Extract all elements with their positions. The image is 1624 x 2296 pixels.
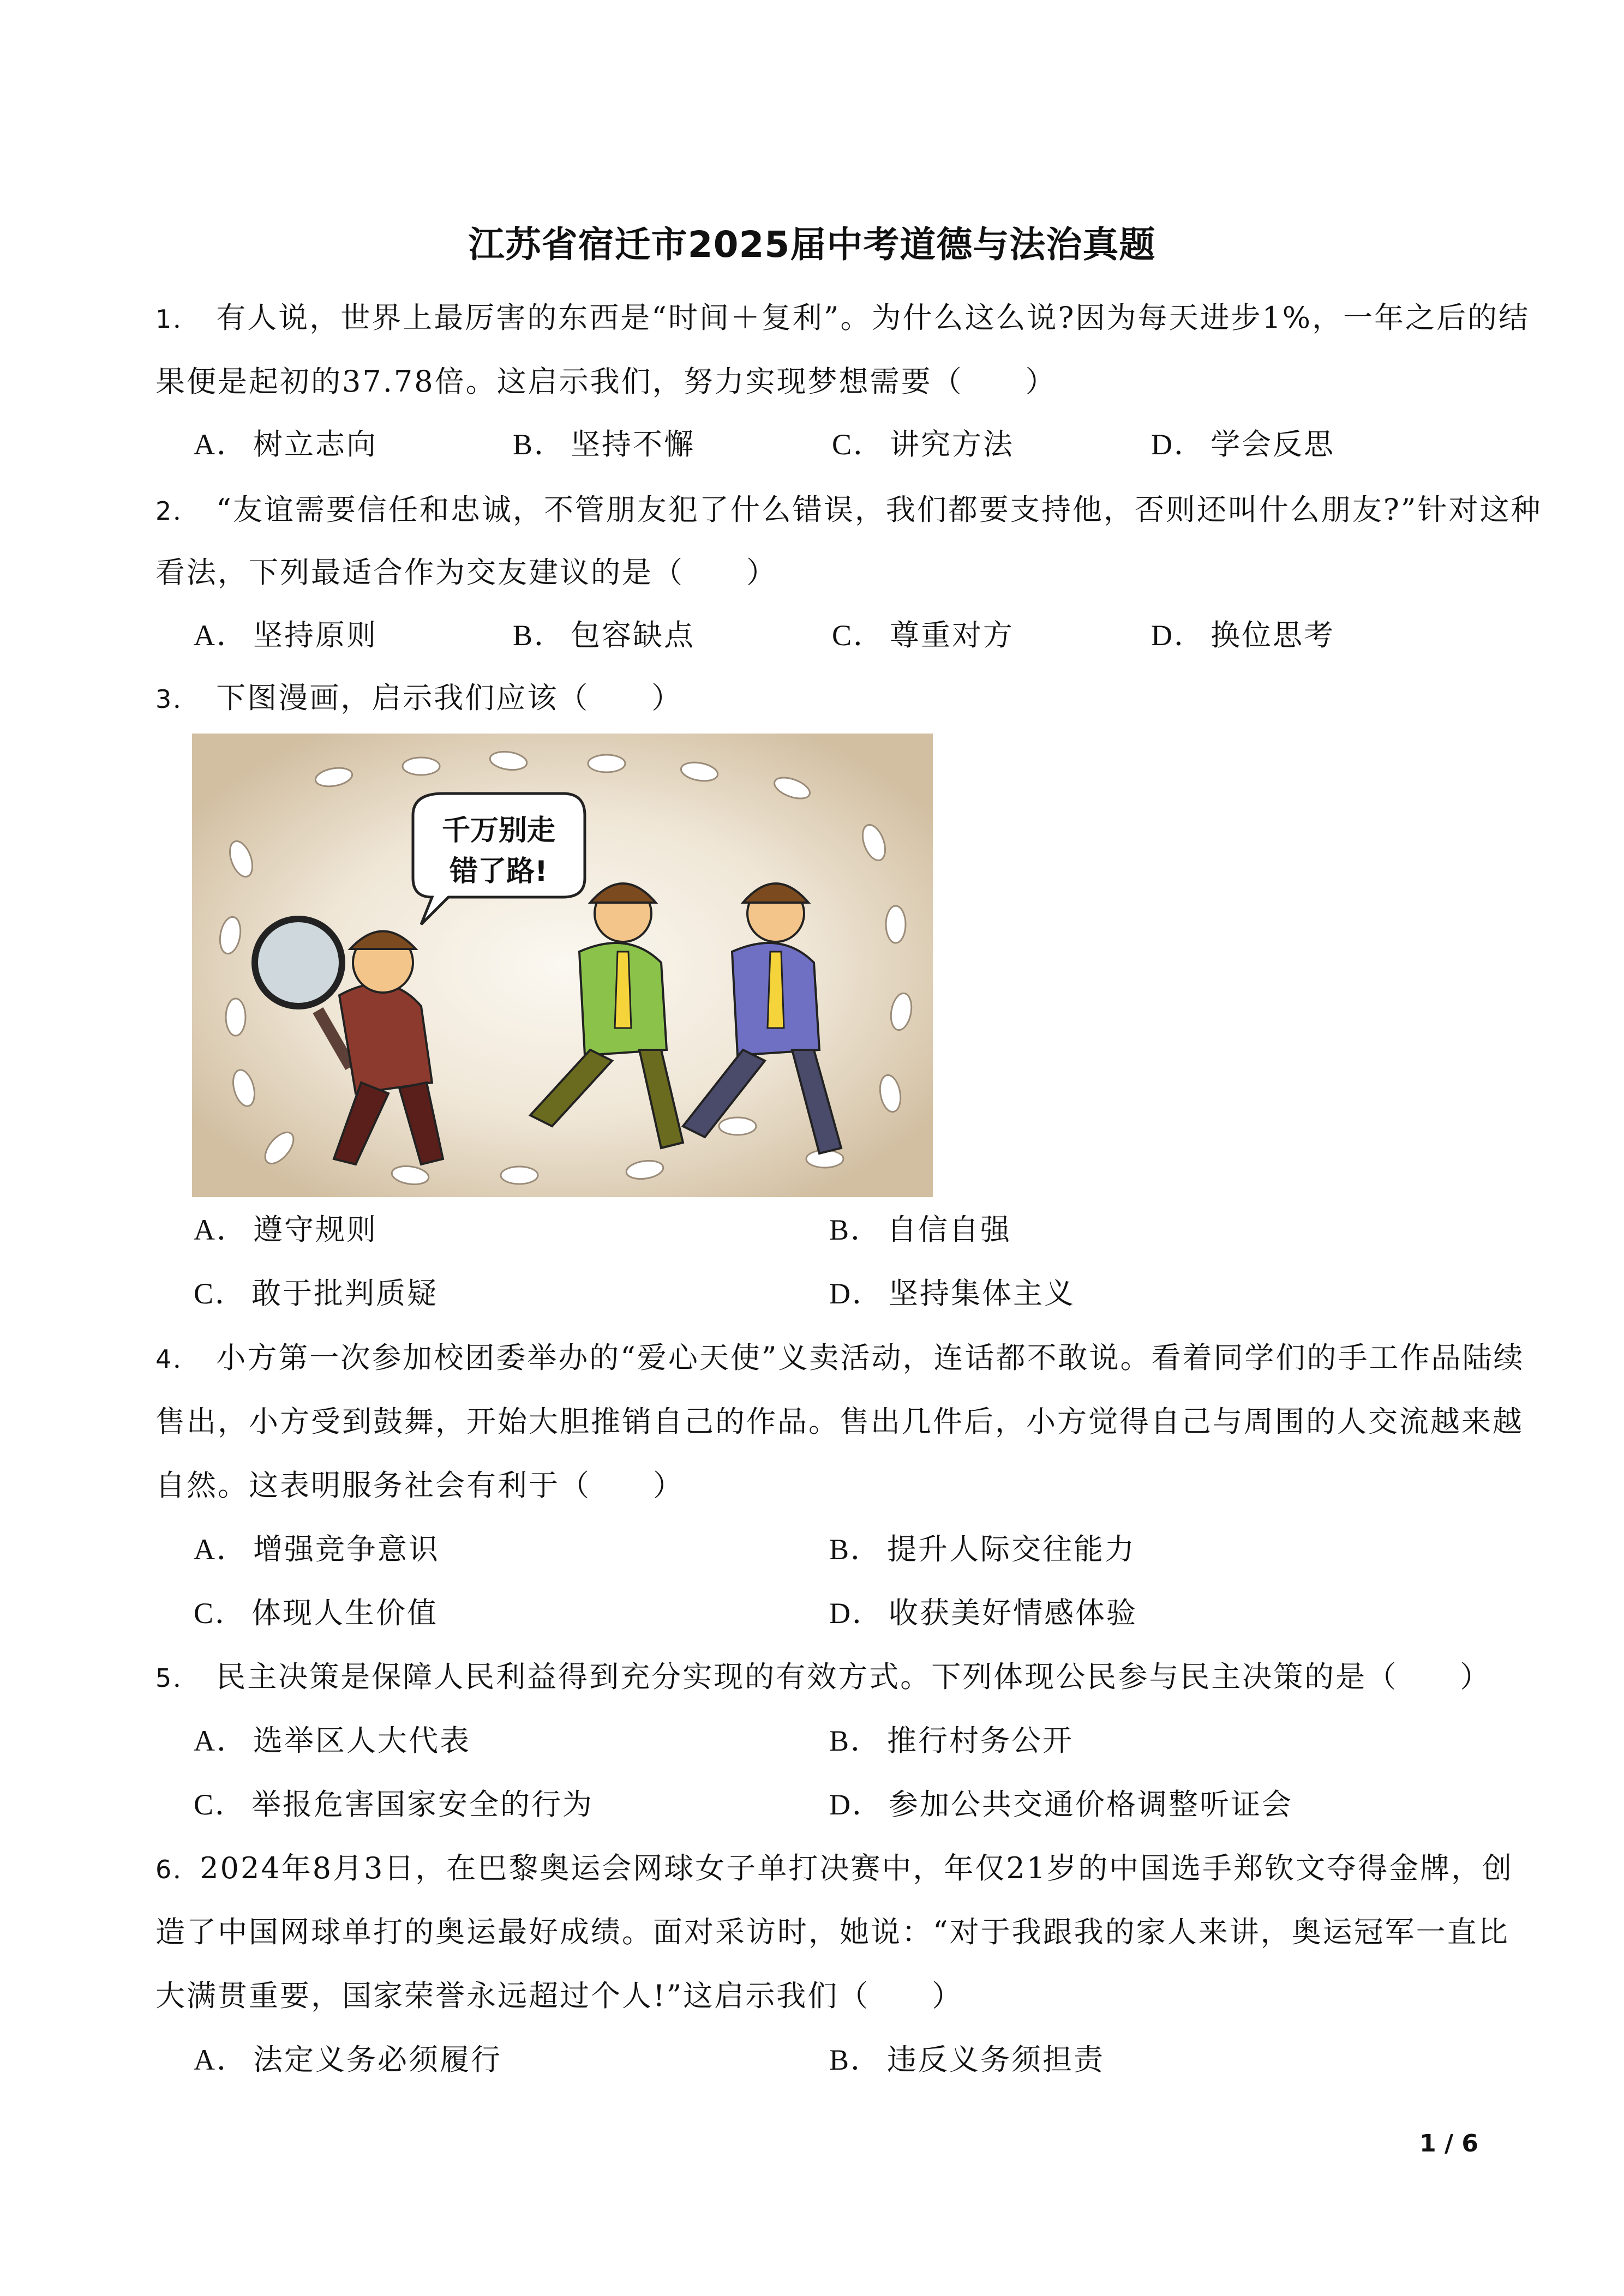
question-3-option-d[interactable]: D． 坚持集体主义 bbox=[829, 1276, 1075, 1311]
cartoon-image bbox=[192, 734, 933, 1197]
question-2-line-2: 看法，下列最适合作为交友建议的是（ ） bbox=[155, 555, 777, 590]
question-5-option-a[interactable]: A． 选举区人大代表 bbox=[194, 1723, 471, 1758]
question-5-number: 5． bbox=[155, 1663, 200, 1693]
question-1-stem: 有人说，世界上最厉害的东西是“时间＋复利”。为什么这么说?因为每天进步1%，一年之后的结 bbox=[216, 300, 1530, 335]
question-4-option-c[interactable]: C． 体现人生价值 bbox=[194, 1596, 439, 1630]
question-4-line-2: 售出，小方受到鼓舞，开始大胆推销自己的作品。售出几件后，小方觉得自己与周围的人交流越来越 bbox=[155, 1404, 1524, 1439]
question-6-line-3: 大满贯重要，国家荣誉永远超过个人!”这启示我们（ ） bbox=[155, 1979, 963, 2013]
cartoon-text-line-2: 错了路! bbox=[450, 855, 548, 888]
question-4-line-3: 自然。这表明服务社会有利于（ ） bbox=[155, 1468, 684, 1502]
question-4-stem: 小方第一次参加校团委举办的“爱心天使”义卖活动，连话都不敢说。看着同学们的手工作品陆续 bbox=[216, 1341, 1525, 1375]
question-1-option-c[interactable]: C． 讲究方法 bbox=[832, 427, 1015, 461]
question-1-option-d[interactable]: D． 学会反思 bbox=[1151, 427, 1335, 461]
question-3-option-a[interactable]: A． 遵守规则 bbox=[194, 1212, 377, 1247]
question-2-option-b[interactable]: B． 包容缺点 bbox=[513, 618, 696, 652]
question-2-stem: “友谊需要信任和忠诚，不管朋友犯了什么错误，我们都要支持他，否则还叫什么朋友?”针对这种 bbox=[216, 492, 1542, 527]
question-6-line-1 bbox=[155, 1849, 1514, 1889]
question-2-option-a[interactable]: A． 坚持原则 bbox=[194, 618, 377, 652]
question-4-option-b[interactable]: B． 提升人际交往能力 bbox=[829, 1532, 1136, 1566]
question-1-line-2: 果便是起初的37.78倍。这启示我们，努力实现梦想需要（ ） bbox=[155, 364, 1057, 399]
question-1-option-b[interactable]: B． 坚持不懈 bbox=[513, 427, 696, 461]
question-5-option-d[interactable]: D． 参加公共交通价格调整听证会 bbox=[829, 1787, 1293, 1822]
magnifying-glass-icon bbox=[255, 919, 342, 1006]
question-1-option-a[interactable]: A． 树立志向 bbox=[194, 427, 377, 461]
question-5-option-c[interactable]: C． 举报危害国家安全的行为 bbox=[194, 1787, 594, 1822]
question-1-line-1 bbox=[155, 299, 1530, 338]
question-2-option-d[interactable]: D． 换位思考 bbox=[1151, 618, 1335, 652]
question-4-line-1 bbox=[155, 1339, 1525, 1378]
question-1-number: 1． bbox=[155, 304, 200, 334]
question-2-number: 2． bbox=[155, 496, 200, 526]
question-6-option-b[interactable]: B． 违反义务须担责 bbox=[829, 2042, 1105, 2077]
question-3-stem: 下图漫画，启示我们应该（ ） bbox=[216, 681, 683, 715]
page-title: 江苏省宿迁市2025届中考道德与法治真题 bbox=[468, 224, 1156, 266]
question-4-option-a[interactable]: A． 增强竞争意识 bbox=[194, 1532, 440, 1566]
question-2-line-1 bbox=[155, 491, 1542, 530]
question-6-stem: 2024年8月3日，在巴黎奥运会网球女子单打决赛中，年仅21岁的中国选手郑钦文夺得金牌，创 bbox=[200, 1851, 1514, 1885]
question-5-option-b[interactable]: B． 推行村务公开 bbox=[829, 1723, 1074, 1758]
question-3-option-b[interactable]: B． 自信自强 bbox=[829, 1212, 1012, 1247]
question-3-option-c[interactable]: C． 敢于批判质疑 bbox=[194, 1276, 439, 1311]
question-3-number: 3． bbox=[155, 684, 200, 714]
question-2-option-c[interactable]: C． 尊重对方 bbox=[832, 618, 1015, 652]
cartoon-text-line-1: 千万别走 bbox=[441, 814, 556, 847]
question-6-line-2: 造了中国网球单打的奥运最好成绩。面对采访时，她说：“对于我跟我的家人来讲，奥运冠军一直比 bbox=[155, 1915, 1509, 1949]
question-4-number: 4． bbox=[155, 1344, 200, 1374]
question-6-number: 6． bbox=[155, 1855, 200, 1884]
question-4-option-d[interactable]: D． 收获美好情感体验 bbox=[829, 1596, 1137, 1630]
question-3-line-1 bbox=[155, 679, 1476, 718]
question-6-option-a[interactable]: A． 法定义务必须履行 bbox=[194, 2042, 502, 2077]
page-number: 1 / 6 bbox=[1419, 2130, 1478, 2157]
question-5-stem: 民主决策是保障人民利益得到充分实现的有效方式。下列体现公民参与民主决策的是（ ） bbox=[216, 1660, 1491, 1694]
question-5-line-1 bbox=[155, 1658, 1491, 1697]
